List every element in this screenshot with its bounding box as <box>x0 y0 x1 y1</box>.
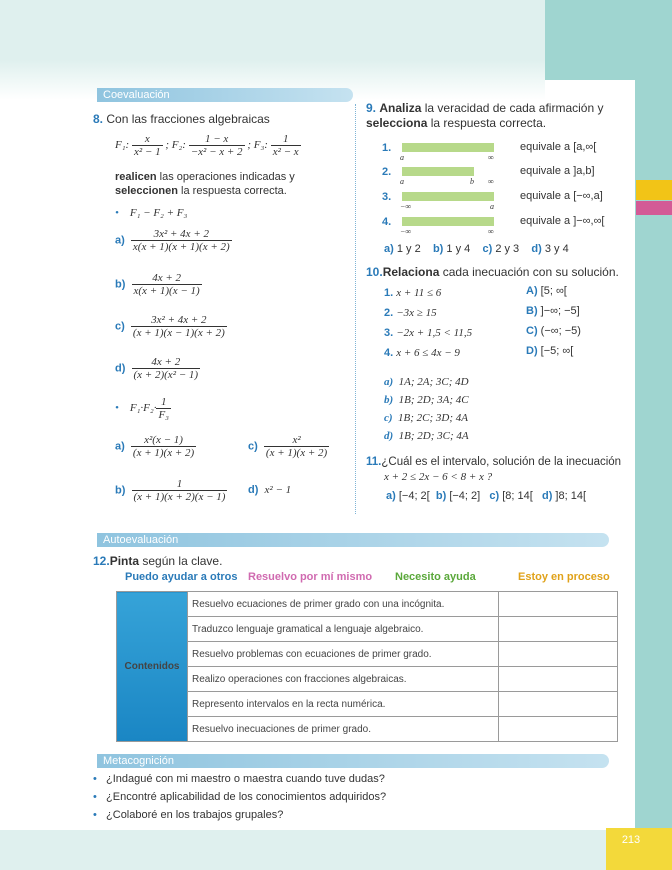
option-text: 1B; 2D; 3A; 4C <box>398 394 469 406</box>
option-label: c) <box>489 490 500 502</box>
key-resuelvo-mismo: Resuelvo por mí mismo <box>248 571 373 583</box>
q10-option-a[interactable] <box>384 376 469 388</box>
q10-left-2 <box>384 307 437 319</box>
paint-cell[interactable] <box>499 642 618 667</box>
table-row <box>117 592 618 617</box>
option-num: x²(x − 1) <box>131 434 196 447</box>
q9-item-2-desc: equivale a ]a,b] <box>520 165 595 177</box>
sep-1: ; <box>165 139 169 152</box>
q9-item-2-number <box>382 166 391 178</box>
q10-left-3 <box>384 327 472 339</box>
option-den: (x + 1)(x + 2)(x − 1) <box>133 491 226 503</box>
q9-option-b[interactable] <box>433 243 470 255</box>
self-evaluation-table <box>116 591 618 742</box>
number-line-4 <box>402 217 494 226</box>
item-num: 1. <box>384 287 394 299</box>
q9-text2: la respuesta correcta. <box>430 116 547 130</box>
q9-item-4-desc: equivale a ]−∞,∞[ <box>520 215 605 227</box>
contenidos-header: Contenidos <box>117 592 188 742</box>
table-row <box>117 692 618 717</box>
nl3-left-label: −∞ <box>400 202 412 211</box>
f2-fraction <box>189 133 245 158</box>
option-label: a) <box>386 490 396 502</box>
f3-fraction <box>271 133 301 158</box>
item-text: [−5; ∞[ <box>540 345 574 357</box>
f1-num: x <box>132 133 163 146</box>
option-num: 3x² + 4x + 2 <box>131 228 232 241</box>
op2-num: 1 <box>156 396 171 409</box>
option-label: d) <box>384 430 394 442</box>
criterion-cell[interactable]: Resuelvo inecuaciones de primer grado. <box>188 717 499 742</box>
q10-option-b[interactable] <box>384 394 469 406</box>
option-text: 1 y 2 <box>396 243 421 255</box>
q10-left-4 <box>384 347 460 359</box>
option-fraction <box>132 478 228 503</box>
item-num: 3. <box>384 327 394 339</box>
section-autoevaluacion: Autoevaluación <box>97 533 609 547</box>
nl3-right-label: a <box>490 202 494 211</box>
sep-2: ; <box>247 139 251 152</box>
nl2-left-label: a <box>400 177 404 186</box>
q8-number: 8. <box>93 112 104 126</box>
item-text: −3x ≥ 15 <box>396 307 437 319</box>
item-num: D) <box>526 345 538 357</box>
option-text: 1 y 4 <box>446 243 471 255</box>
q8-op2-option-c[interactable] <box>248 434 329 459</box>
q10-right-b <box>526 305 580 317</box>
q8-op1: • F₁ − F₂ + F₃ <box>115 207 188 219</box>
q9-options <box>384 243 569 255</box>
q9-bold-analiza: Analiza <box>379 101 422 115</box>
item-text: [5; ∞[ <box>540 285 567 297</box>
q11-option-b[interactable] <box>436 490 480 502</box>
q11-option-d[interactable] <box>542 490 586 502</box>
q10-right-c <box>526 325 581 337</box>
paint-cell[interactable] <box>499 617 618 642</box>
q8-instr-end: la respuesta correcta. <box>181 185 287 197</box>
q10-option-c[interactable] <box>384 412 468 424</box>
item-text: ]−∞; −5] <box>540 305 580 317</box>
option-label: d) <box>115 362 126 375</box>
option-den: x(x + 1)(x − 1) <box>133 285 200 297</box>
option-label: c) <box>115 320 125 333</box>
option-den: (x + 1)(x + 2) <box>132 447 195 459</box>
q9-item-num: 4. <box>382 216 392 228</box>
section-metacognicion: Metacognición <box>97 754 609 768</box>
option-num: x² <box>264 434 329 447</box>
q11-option-a[interactable] <box>386 490 430 502</box>
q9-number: 9. <box>366 101 377 115</box>
item-num: 4. <box>384 347 394 359</box>
q11-option-c[interactable] <box>489 490 532 502</box>
q9-option-d[interactable] <box>531 243 568 255</box>
item-text: (−∞; −5) <box>540 325 581 337</box>
option-text: 1A; 2A; 3C; 4D <box>398 376 469 388</box>
paint-cell[interactable] <box>499 667 618 692</box>
f2-num: 1 − x <box>189 133 245 146</box>
key-estoy-proceso: Estoy en proceso <box>518 571 610 583</box>
option-label: c) <box>482 243 493 255</box>
option-text: ]8; 14[ <box>555 490 586 502</box>
option-label: a) <box>384 376 394 388</box>
op2-fraction <box>156 396 171 421</box>
q8-bold-realicen: realicen <box>115 171 157 183</box>
q9-bold-selecciona: selecciona <box>366 116 428 130</box>
f2-label: F₂: <box>171 139 186 152</box>
option-label: d) <box>248 484 259 496</box>
option-label: b) <box>384 394 394 406</box>
f1-den: x² − 1 <box>133 146 161 158</box>
q11-inequality: x + 2 ≤ 2x − 6 < 8 + x ? <box>384 471 493 483</box>
q10-heading <box>366 265 619 279</box>
f3-den: x² − x <box>272 146 299 158</box>
item-num: B) <box>526 305 538 317</box>
option-num: 4x + 2 <box>132 356 201 369</box>
option-den: (x + 2)(x² − 1) <box>133 369 199 381</box>
option-text: [8; 14[ <box>502 490 533 502</box>
option-label: d) <box>541 490 553 502</box>
option-fraction <box>132 356 201 381</box>
op1-expression: F₁ − F₂ + F₃ <box>129 207 188 219</box>
f1-label: F₁: <box>115 139 130 152</box>
paint-cell[interactable] <box>499 717 618 742</box>
bottom-background-band <box>0 830 672 870</box>
option-label: c) <box>384 412 393 424</box>
q8-op1-option-b[interactable] <box>115 272 202 297</box>
criterion-cell[interactable]: Traduzco lenguaje gramatical a lenguaje algebraico. <box>188 617 499 642</box>
q8-instruction <box>115 170 351 198</box>
table-row <box>117 642 618 667</box>
q8-op1-option-d[interactable] <box>115 356 200 381</box>
yellow-edge-tab <box>636 180 672 200</box>
q12-number: 12. <box>93 554 110 568</box>
option-label: b) <box>435 490 447 502</box>
q9-item-1-number <box>382 142 391 154</box>
number-line-2 <box>402 167 474 176</box>
q8-op2-option-a[interactable] <box>115 434 196 459</box>
number-line-1 <box>402 143 494 152</box>
column-divider <box>355 104 356 514</box>
q8-op2: • F₁·F₂· $\frac{1}{\text{F₃}}$ <box>115 396 169 421</box>
option-label: b) <box>432 243 444 255</box>
section-coevaluacion: Coevaluación <box>97 88 353 102</box>
option-label: d) <box>531 243 542 255</box>
nl1-right-label: ∞ <box>488 153 494 162</box>
criterion-cell[interactable]: Represento intervalos en la recta numérica. <box>188 692 499 717</box>
q10-text: cada inecuación con su solución. <box>442 265 619 279</box>
q9-item-num: 2. <box>382 166 392 178</box>
option-label: a) <box>115 440 125 453</box>
q8-op2-option-b[interactable] <box>115 478 227 503</box>
op2-expression: F₁·F₂· <box>129 402 157 415</box>
option-fraction <box>131 314 227 339</box>
q9-item-3-number <box>382 191 391 203</box>
option-text: 3 y 4 <box>544 243 569 255</box>
q10-left-1 <box>384 287 441 299</box>
nl2-mid-label: b <box>470 177 474 186</box>
f3-label: F₃: <box>253 139 268 152</box>
nl4-left-label: −∞ <box>400 227 412 236</box>
item-text: x + 11 ≤ 6 <box>396 287 442 299</box>
option-text: [−4; 2[ <box>398 490 430 502</box>
nl4-right-label: ∞ <box>488 227 494 236</box>
nl1-left-label: a <box>400 153 404 162</box>
q12-bold-pinta: Pinta <box>109 554 140 568</box>
q9-item-3-desc: equivale a [−∞,a] <box>520 190 603 202</box>
q9-heading <box>366 101 621 131</box>
item-num: C) <box>526 325 538 337</box>
option-label: b) <box>115 278 126 291</box>
q10-number: 10. <box>366 265 383 279</box>
option-text: x² − 1 <box>264 484 292 496</box>
option-fraction <box>264 434 329 459</box>
item-num: 2. <box>384 307 394 319</box>
option-label: a) <box>384 243 394 255</box>
table-row <box>117 717 618 742</box>
q9-item-4-number <box>382 216 391 228</box>
q8-op2-option-d[interactable] <box>248 484 291 496</box>
option-text: 1B; 2C; 3D; 4A <box>398 412 469 424</box>
nl2-right-label: ∞ <box>488 177 494 186</box>
q12-heading <box>93 554 222 568</box>
paint-cell[interactable] <box>499 592 618 617</box>
q10-right-a <box>526 285 567 297</box>
q10-option-d[interactable] <box>384 430 469 442</box>
q10-bold-relaciona: Relaciona <box>382 265 440 279</box>
option-num: 3x² + 4x + 2 <box>131 314 227 327</box>
option-fraction <box>132 272 202 297</box>
q8-heading <box>93 112 270 126</box>
q9-item-num: 1. <box>382 142 392 154</box>
q8-bold-seleccionen: seleccionen <box>115 185 178 197</box>
option-text: 1B; 2D; 3C; 4A <box>398 430 469 442</box>
meta-text: ¿Colaboré en los trabajos grupales? <box>106 809 284 821</box>
table-row <box>117 667 618 692</box>
option-den: (x + 1)(x − 1)(x + 2) <box>132 327 225 339</box>
item-text: −2x + 1,5 < 11,5 <box>396 327 473 339</box>
key-necesito-ayuda: Necesito ayuda <box>395 571 476 583</box>
meta-text: ¿Indagué con mi maestro o maestra cuando tuve dudas? <box>106 773 385 785</box>
option-label: b) <box>115 484 126 497</box>
q9-option-a[interactable] <box>384 243 421 255</box>
q10-right-d <box>526 345 573 357</box>
meta-item-3: • ¿Colaboré en los trabajos grupales? <box>93 809 284 821</box>
op2-den: F₃ <box>158 409 169 421</box>
q9-item-num: 3. <box>382 191 392 203</box>
option-text: 2 y 3 <box>495 243 520 255</box>
criterion-cell[interactable]: Resuelvo problemas con ecuaciones de primer grado. <box>188 642 499 667</box>
option-label: c) <box>248 440 258 453</box>
key-puedo-ayudar: Puedo ayudar a otros <box>125 571 238 583</box>
option-den: x(x + 1)(x + 1)(x + 2) <box>132 241 230 253</box>
option-label: a) <box>115 234 125 247</box>
q12-text: según la clave. <box>142 554 223 568</box>
table-row <box>117 617 618 642</box>
q8-instr-mid: las operaciones indicadas y <box>159 171 295 183</box>
option-text: [−4; 2] <box>449 490 481 502</box>
meta-item-2: • ¿Encontré aplicabilidad de los conocimientos adquiridos? <box>93 791 387 803</box>
option-num: 1 <box>132 478 228 491</box>
q9-text1: la veracidad de cada afirmación y <box>424 101 604 115</box>
option-fraction <box>131 228 232 253</box>
f3-num: 1 <box>271 133 301 146</box>
item-num: A) <box>526 285 538 297</box>
f2-den: −x² − x + 2 <box>190 146 243 158</box>
f1-fraction <box>132 133 163 158</box>
q11-heading <box>366 456 621 468</box>
meta-item-1: • ¿Indagué con mi maestro o maestra cuando tuve dudas? <box>93 773 385 785</box>
paint-cell[interactable] <box>499 692 618 717</box>
q11-options <box>386 490 586 502</box>
q11-text: ¿Cuál es el intervalo, solución de la inecuación <box>381 456 622 468</box>
option-den: (x + 1)(x + 2) <box>265 447 328 459</box>
meta-text: ¿Encontré aplicabilidad de los conocimientos adquiridos? <box>106 791 387 803</box>
option-num: 4x + 2 <box>132 272 202 285</box>
option-fraction <box>131 434 196 459</box>
q8-fractions <box>115 133 301 158</box>
criterion-cell[interactable]: Resuelvo ecuaciones de primer grado con una incógnita. <box>188 592 499 617</box>
q11-number: 11. <box>366 456 382 468</box>
pink-edge-tab <box>636 201 672 215</box>
number-line-3 <box>402 192 494 201</box>
q9-item-1-desc: equivale a [a,∞[ <box>520 141 597 153</box>
item-text: x + 6 ≤ 4x − 9 <box>396 347 460 359</box>
q8-op1-option-c[interactable] <box>115 314 227 339</box>
q8-op1-option-a[interactable] <box>115 228 232 253</box>
page-number: 213 <box>621 834 641 846</box>
q8-intro: Con las fracciones algebraicas <box>106 112 270 126</box>
q9-option-c[interactable] <box>482 243 519 255</box>
criterion-cell[interactable]: Realizo operaciones con fracciones algebraicas. <box>188 667 499 692</box>
